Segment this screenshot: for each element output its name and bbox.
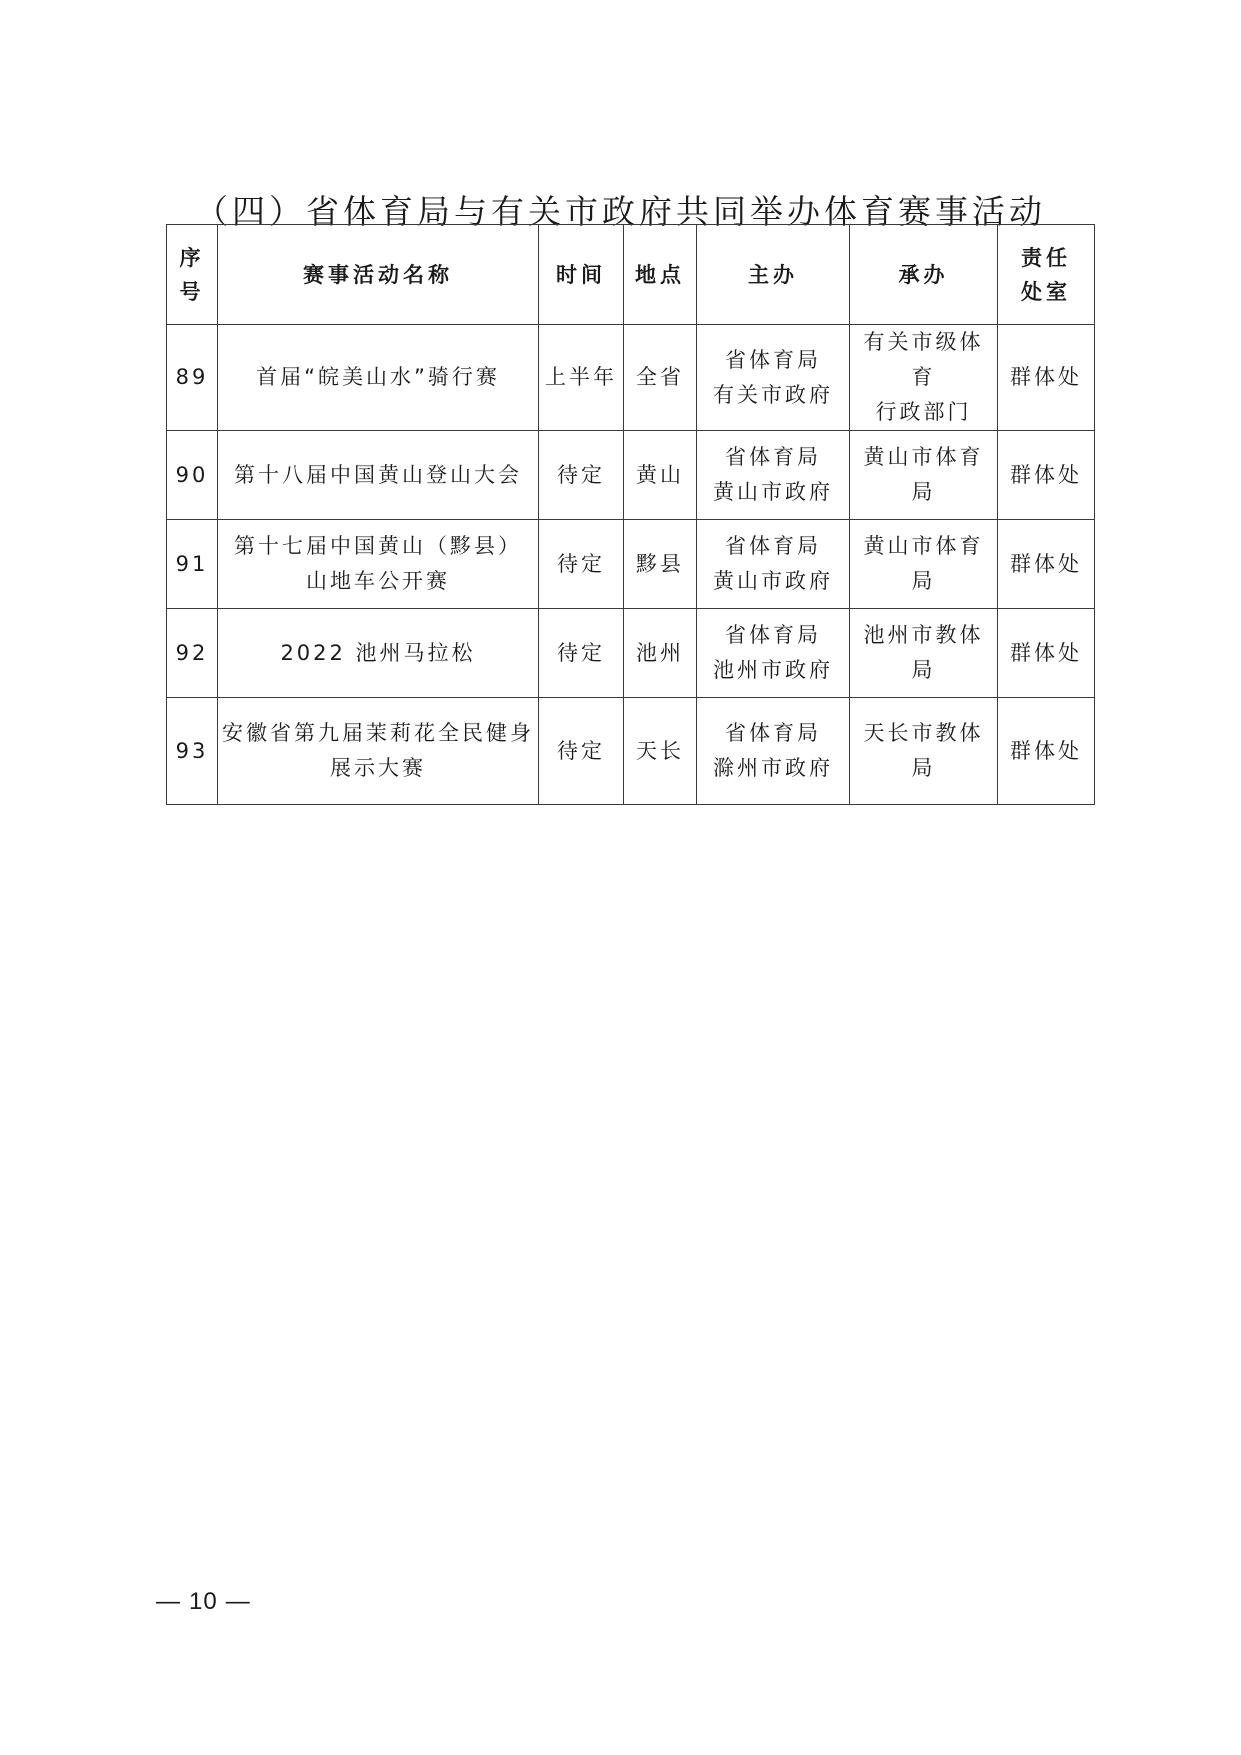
page-number: [148, 1588, 259, 1616]
header-dept-line: 处室: [1021, 279, 1071, 304]
cell-dept: 群体处: [998, 520, 1095, 609]
cell-place: 全省: [624, 325, 697, 431]
cell-organizer-line: 行政部门: [875, 400, 972, 424]
table-row: [167, 520, 1095, 609]
cell-seq: 89: [167, 325, 218, 431]
cell-organizer: [850, 325, 998, 431]
table-row: [167, 698, 1095, 805]
cell-name-line: 首届“皖美山水”骑行赛: [256, 365, 500, 389]
cell-organizer-line: 有关市级体育: [863, 330, 984, 389]
cell-host: [697, 520, 850, 609]
header-time: 时间: [539, 225, 624, 325]
cell-host-line: 池州市政府: [713, 658, 833, 682]
page-title: （四）省体育局与有关市政府共同举办体育赛事活动: [195, 192, 1046, 232]
header-organizer: 承办: [850, 225, 998, 325]
cell-organizer-line: 黄山市体育局: [863, 445, 984, 504]
cell-name-line: 安徽省第九届茉莉花全民健身: [222, 721, 534, 745]
cell-host: [697, 609, 850, 698]
cell-name: [218, 325, 539, 431]
page-number-dash: —: [156, 1588, 181, 1615]
cell-dept: 群体处: [998, 609, 1095, 698]
cell-organizer-line: 天长市教体局: [863, 721, 984, 780]
header-row: [167, 225, 1095, 325]
cell-seq: 92: [167, 609, 218, 698]
cell-time: 待定: [539, 609, 624, 698]
events-table: [166, 224, 1095, 805]
cell-organizer: [850, 520, 998, 609]
cell-time: 待定: [539, 698, 624, 805]
cell-host-line: 有关市政府: [713, 382, 833, 407]
cell-host-line: 省体育局: [725, 721, 821, 745]
header-dept: [998, 225, 1095, 325]
cell-organizer: [850, 431, 998, 520]
header-seq-line: 号: [179, 279, 205, 304]
table-row: [167, 325, 1095, 431]
cell-host: [697, 431, 850, 520]
cell-place: 黄山: [624, 431, 697, 520]
cell-dept: 群体处: [998, 698, 1095, 805]
cell-organizer-line: 黄山市体育局: [863, 534, 984, 593]
cell-name: [218, 698, 539, 805]
cell-name: [218, 520, 539, 609]
cell-host-line: 省体育局: [725, 445, 821, 469]
cell-host-line: 黄山市政府: [713, 480, 833, 504]
cell-place: 天长: [624, 698, 697, 805]
table-row: [167, 609, 1095, 698]
cell-host-line: 省体育局: [725, 347, 821, 372]
header-seq-line: 序: [179, 245, 205, 270]
cell-name: [218, 431, 539, 520]
header-host: 主办: [697, 225, 850, 325]
header-seq: [167, 225, 218, 325]
cell-host-line: 省体育局: [725, 534, 821, 558]
page-number-value: 10: [189, 1588, 218, 1615]
cell-organizer: [850, 698, 998, 805]
cell-organizer: [850, 609, 998, 698]
header-place: 地点: [624, 225, 697, 325]
cell-place: 池州: [624, 609, 697, 698]
header-name: 赛事活动名称: [218, 225, 539, 325]
table-row: [167, 431, 1095, 520]
cell-name-line: 展示大赛: [330, 756, 426, 780]
cell-seq: 93: [167, 698, 218, 805]
cell-name-line: 第十八届中国黄山登山大会: [234, 462, 522, 487]
cell-place: 黟县: [624, 520, 697, 609]
cell-time: 上半年: [539, 325, 624, 431]
cell-seq: 90: [167, 431, 218, 520]
cell-host: [697, 698, 850, 805]
cell-dept: 群体处: [998, 325, 1095, 431]
cell-time: 待定: [539, 431, 624, 520]
cell-host-line: 黄山市政府: [713, 569, 833, 593]
cell-host: [697, 325, 850, 431]
cell-host-line: 省体育局: [725, 623, 821, 647]
header-dept-line: 责任: [1021, 245, 1071, 270]
cell-host-line: 滁州市政府: [713, 756, 833, 780]
cell-time: 待定: [539, 520, 624, 609]
cell-name: [218, 609, 539, 698]
page-number-dash: —: [225, 1588, 251, 1615]
cell-dept: 群体处: [998, 431, 1095, 520]
cell-seq: 91: [167, 520, 218, 609]
cell-name-line: 2022 池州马拉松: [280, 640, 476, 665]
cell-organizer-line: 池州市教体局: [863, 623, 984, 682]
cell-name-line: 山地车公开赛: [306, 569, 450, 593]
cell-name-line: 第十七届中国黄山（黟县）: [234, 534, 522, 558]
